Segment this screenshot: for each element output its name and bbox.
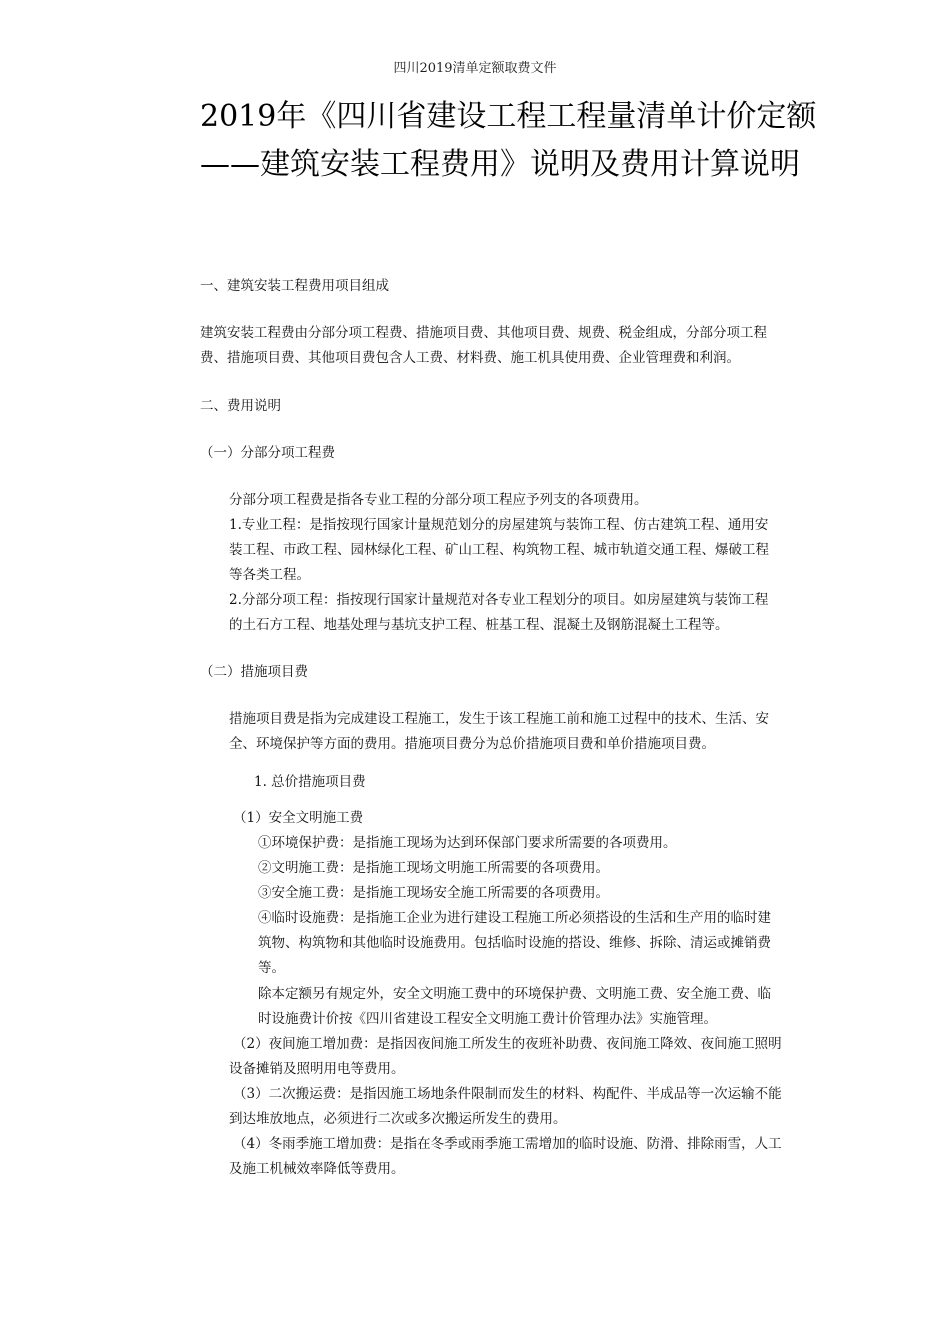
paragraph-line: 1.专业工程：是指按现行国家计量规范划分的房屋建筑与装饰工程、仿古建筑工程、通用安 [229,517,769,533]
paragraph-line: （4）冬雨季施工增加费：是指在冬季或雨季施工需增加的临时设施、防滑、排除雨雪，人工 [233,1136,782,1152]
paragraph-line: （2）夜间施工增加费：是指因夜间施工所发生的夜班补助费、夜间施工降效、夜间施工照明 [233,1036,782,1052]
paragraph-line: 全、环境保护等方面的费用。措施项目费分为总价措施项目费和单价措施项目费。 [229,736,715,752]
list-item: ④临时设施费：是指施工企业为进行建设工程施工所必须搭设的生活和生产用的临时建 [258,910,771,926]
paragraph-line: 及施工机械效率降低等费用。 [229,1161,405,1177]
subsection-heading-2: （二）措施项目费 [200,664,308,680]
list-item: 等。 [258,960,285,976]
document-title: 2019年《四川省建设工程工程量清单计价定额——建筑安装工程费用》说明及费用计算说明 [200,99,817,182]
list-item: ①环境保护费：是指施工现场为达到环保部门要求所需要的各项费用。 [258,835,677,851]
paragraph-line: 分部分项工程费是指各专业工程的分部分项工程应予列支的各项费用。 [229,492,648,508]
paragraph-line: 2.分部分项工程：指按现行国家计量规范对各专业工程划分的项目。如房屋建筑与装饰工程 [229,592,769,608]
section-heading-1: 一、建筑安装工程费用项目组成 [200,278,389,294]
paragraph-line: 的土石方工程、地基处理与基坑支护工程、桩基工程、混凝土及钢筋混凝土工程等。 [229,617,729,633]
paragraph-line: 措施项目费是指为完成建设工程施工，发生于该工程施工前和施工过程中的技术、生活、安 [229,711,769,727]
subsection-heading-1: （一）分部分项工程费 [200,445,335,461]
paragraph-line: 建筑安装工程费由分部分项工程费、措施项目费、其他项目费、规费、税金组成，分部分项工程 [200,325,767,341]
paragraph-line: 装工程、市政工程、园林绿化工程、矿山工程、构筑物工程、城市轨道交通工程、爆破工程 [229,542,769,558]
paragraph-line: 到达堆放地点，必须进行二次或多次搬运所发生的费用。 [229,1111,567,1127]
list-item: ③安全施工费：是指施工现场安全施工所需要的各项费用。 [258,885,609,901]
paragraph-line: 设备摊销及照明用电等费用。 [229,1061,405,1077]
paragraph-line: 费、措施项目费、其他项目费包含人工费、材料费、施工机具使用费、企业管理费和利润。 [200,350,740,366]
section-heading-2: 二、费用说明 [200,398,281,414]
list-item: 筑物、构筑物和其他临时设施费用。包括临时设施的搭设、维修、拆除、清运或摊销费 [258,935,771,951]
note-line: 时设施费计价按《四川省建设工程安全文明施工费计价管理办法》实施管理。 [258,1011,717,1027]
paragraph-line: （3）二次搬运费：是指因施工场地条件限制而发生的材料、构配件、半成品等一次运输不能 [233,1086,782,1102]
list-item: ②文明施工费：是指施工现场文明施工所需要的各项费用。 [258,860,609,876]
note-line: 除本定额另有规定外，安全文明施工费中的环境保护费、文明施工费、安全施工费、临 [258,986,771,1002]
paragraph-line: 等各类工程。 [229,567,310,583]
item-heading: （1）安全文明施工费 [233,810,364,826]
list-heading: 1. 总价措施项目费 [254,774,366,790]
running-header: 四川2019清单定额取费文件 [393,61,557,76]
